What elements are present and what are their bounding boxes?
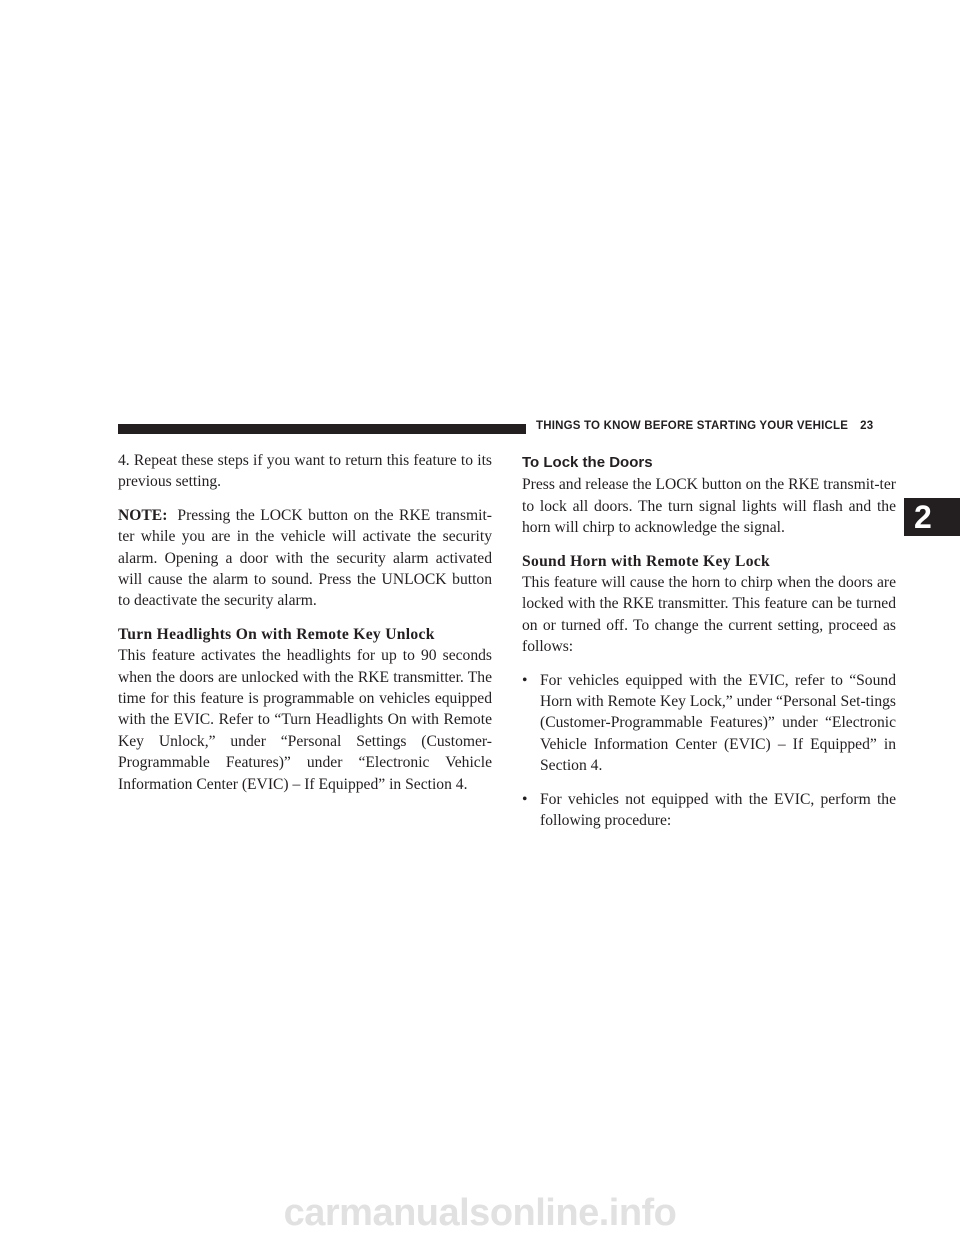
bullet-icon: • bbox=[522, 790, 528, 808]
page-number: 23 bbox=[860, 420, 874, 432]
lock-doors-heading: To Lock the Doors bbox=[522, 454, 653, 471]
running-header bbox=[536, 420, 873, 432]
step-4-paragraph: 4. Repeat these steps if you want to return this feature to its previous setting. bbox=[118, 452, 492, 491]
header-rule bbox=[118, 424, 526, 434]
procedure-list bbox=[522, 670, 896, 832]
list-item-text: For vehicles equipped with the EVIC, refer to “Sound Horn with Remote Key Lock,” under “Personal Set-tings (Customer-Programmable Features)” under “Electronic Vehicle Information Center (EVIC) – If Equipped” in Section 4. bbox=[540, 671, 896, 775]
watermark: carmanualsonline.info bbox=[283, 1192, 677, 1234]
left-column bbox=[118, 450, 492, 795]
note-label: NOTE: bbox=[118, 506, 168, 524]
list-item-text: For vehicles not equipped with the EVIC, perform the following procedure: bbox=[540, 790, 896, 830]
note-paragraph bbox=[118, 505, 492, 612]
sound-horn-heading: Sound Horn with Remote Key Lock bbox=[522, 552, 770, 570]
right-column bbox=[522, 450, 896, 844]
bullet-icon: • bbox=[522, 671, 528, 689]
chapter-number: 2 bbox=[914, 499, 932, 535]
lock-doors-paragraph: Press and release the LOCK button on the RKE transmit-ter to lock all doors. The turn signal lights will flash and the horn will chirp to acknowledge the signal. bbox=[522, 476, 896, 537]
note-text: Pressing the LOCK button on the RKE transmit-ter while you are in the vehicle will activate the security alarm. Opening a door with the security alarm activated will cause the alarm to sound. Press the UNLOCK button to deactivate the security alarm. bbox=[118, 506, 492, 610]
list-item bbox=[522, 789, 896, 832]
sound-horn-paragraph: This feature will cause the horn to chirp when the doors are locked with the RKE transmitter. This feature can be turned on or turned off. To change the current setting, proceed as follows: bbox=[522, 574, 896, 656]
headlights-paragraph: This feature activates the headlights for up to 90 seconds when the doors are unlocked with the RKE transmitter. The time for this feature is programmable on vehicles equipped with the EVIC. Refer to “Turn Headlights On with Remote Key Unlock,” under “Personal Settings (Customer-Programmable Features)” under “Electronic Vehicle Information Center (EVIC) – If Equipped” in Section 4. bbox=[118, 647, 492, 793]
chapter-tab bbox=[904, 498, 960, 536]
headlights-heading: Turn Headlights On with Remote Key Unlock bbox=[118, 625, 435, 643]
section-title: THINGS TO KNOW BEFORE STARTING YOUR VEHICLE bbox=[536, 420, 849, 432]
list-item bbox=[522, 670, 896, 777]
